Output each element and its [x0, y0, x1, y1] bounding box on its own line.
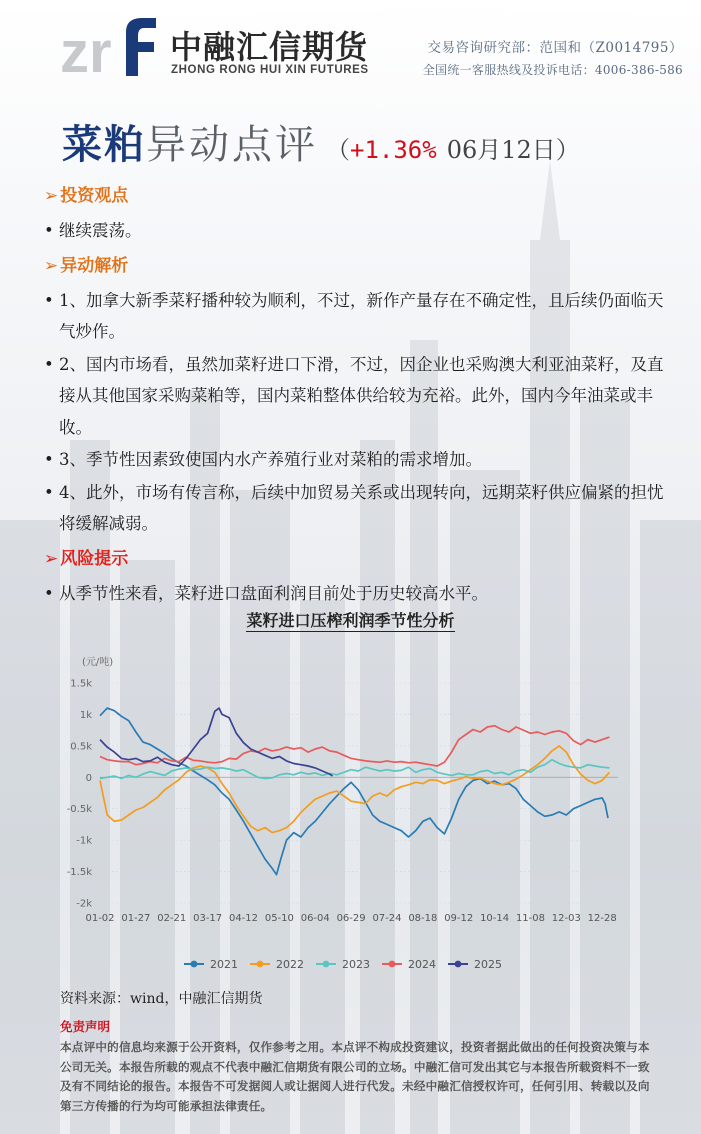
x-tick-label: 08-18: [408, 913, 438, 924]
company-name-cn: 中融汇信期货: [170, 28, 369, 66]
list-item: • 从季节性来看，菜籽进口盘面利润目前处于历史较高水平。: [44, 578, 664, 610]
legend-marker-2022: [257, 961, 264, 968]
list-item: • 3、季节性因素致使国内水产养殖行业对菜粕的需求增加。: [44, 444, 664, 476]
section-heading-risk: ➢ 风险提示: [44, 546, 664, 572]
y-axis-unit-label: (元/吨): [82, 657, 114, 668]
y-tick-label: 1k: [79, 709, 92, 721]
y-tick-label: 0: [85, 772, 92, 784]
x-tick-label: 05-10: [264, 913, 294, 924]
risk-list: [44, 578, 664, 610]
y-tick-label: -2k: [76, 898, 92, 910]
report-date: 06月12日）: [446, 136, 580, 164]
list-item: • 继续震荡。: [44, 215, 664, 247]
y-tick-label: -1k: [76, 835, 92, 847]
y-tick-label: 0.5k: [70, 741, 92, 753]
x-tick-label: 06-04: [300, 913, 330, 924]
legend-marker-2021: [191, 961, 198, 968]
list-item: • 4、此外，市场有传言称，后续中加贸易关系或出现转向，远期菜籽供应偏紧的担忧将缓解减弱。: [44, 477, 664, 540]
x-tick-label: 09-12: [444, 913, 474, 924]
list-item: • 2、国内市场看，虽然加菜籽进口下滑，不过，因企业也采购澳大利亚油菜籽，及直接从其他国家采购菜粕等，国内菜粕整体供给较为充裕。此外，国内今年油菜或丰收。: [44, 349, 664, 444]
x-tick-label: 03-17: [193, 913, 223, 924]
report-content: [44, 183, 664, 615]
x-tick-label: 07-24: [372, 913, 402, 924]
x-tick-label: 04-12: [228, 913, 259, 924]
report-header: [0, 0, 701, 95]
y-tick-label: -0.5k: [66, 804, 92, 816]
list-item: • 1、加拿大新季菜籽播种较为顺利，不过，新作产量存在不确定性，且后续仍面临天气炒作。: [44, 285, 664, 348]
section-heading-analysis: ➢ 异动解析: [44, 253, 664, 279]
legend-marker-2024: [389, 961, 396, 968]
arrow-bullet-icon: ➢: [44, 255, 59, 276]
series-line-2025: [100, 708, 333, 776]
legend-label-2024: 2024: [408, 958, 436, 971]
title-commodity: 菜粕: [62, 121, 146, 168]
x-tick-label: 01-02: [85, 913, 115, 924]
view-list: [44, 215, 664, 247]
disclaimer-title: 免责声明: [60, 1019, 111, 1034]
section-heading-view: ➢ 投资观点: [44, 183, 664, 209]
data-source: 资料来源：wind，中融汇信期货: [60, 991, 263, 1007]
x-tick-label: 11-08: [515, 913, 546, 924]
y-tick-label: 1.5k: [70, 678, 92, 690]
x-tick-label: 06-29: [336, 913, 366, 924]
legend-label-2025: 2025: [474, 958, 502, 971]
analyst-contact: 交易咨询研究部：范国和（Z0014795）: [427, 40, 683, 56]
legend-label-2021: 2021: [210, 958, 238, 971]
legend-marker-2023: [323, 961, 330, 968]
x-tick-label: 01-27: [121, 913, 151, 924]
analysis-list: [44, 285, 664, 540]
legend-marker-2025: [455, 961, 462, 968]
legend-label-2022: 2022: [276, 958, 304, 971]
disclaimer-body: 本点评中的信息均来源于公开资料，仅作参考之用。本点评不构成投资建议，投资者据此做出的任何投资决策与本公司无关。本报告所载的观点不代表中融汇信期货有限公司的立场。中融汇信可发出其它与本报告所载资料不一致及有不同结论的报告。本报告不可发据阅人或让据阅人进行代发。未经中融汇信授权许可，任何引用、转载以及向第三方传播的行为均可能承担法律责任。: [60, 1040, 650, 1113]
chart-title: 菜籽进口压榨利润季节性分析: [246, 611, 455, 630]
series-line-2023: [100, 760, 609, 779]
company-name-en: ZHONG RONG HUI XIN FUTURES: [171, 64, 369, 76]
x-tick-label: 12-28: [587, 913, 617, 924]
arrow-bullet-icon: ➢: [44, 548, 59, 569]
hotline-contact: 全国统一客服热线及投诉电话：4006-386-586: [422, 63, 683, 77]
x-tick-label: 12-03: [551, 913, 581, 924]
price-change: +1.36%: [350, 136, 437, 164]
report-title: [62, 113, 580, 170]
seasonal-profit-chart: [60, 645, 660, 975]
title-type: 异动点评: [146, 122, 318, 168]
title-open-paren: （: [326, 136, 350, 164]
company-logo: [60, 10, 160, 80]
x-tick-label: 10-14: [480, 913, 510, 924]
arrow-bullet-icon: ➢: [44, 186, 59, 206]
y-tick-label: -1.5k: [66, 867, 92, 879]
legend-label-2023: 2023: [342, 958, 370, 971]
svg-text:zr: zr: [60, 20, 112, 80]
x-tick-label: 02-21: [157, 913, 187, 924]
